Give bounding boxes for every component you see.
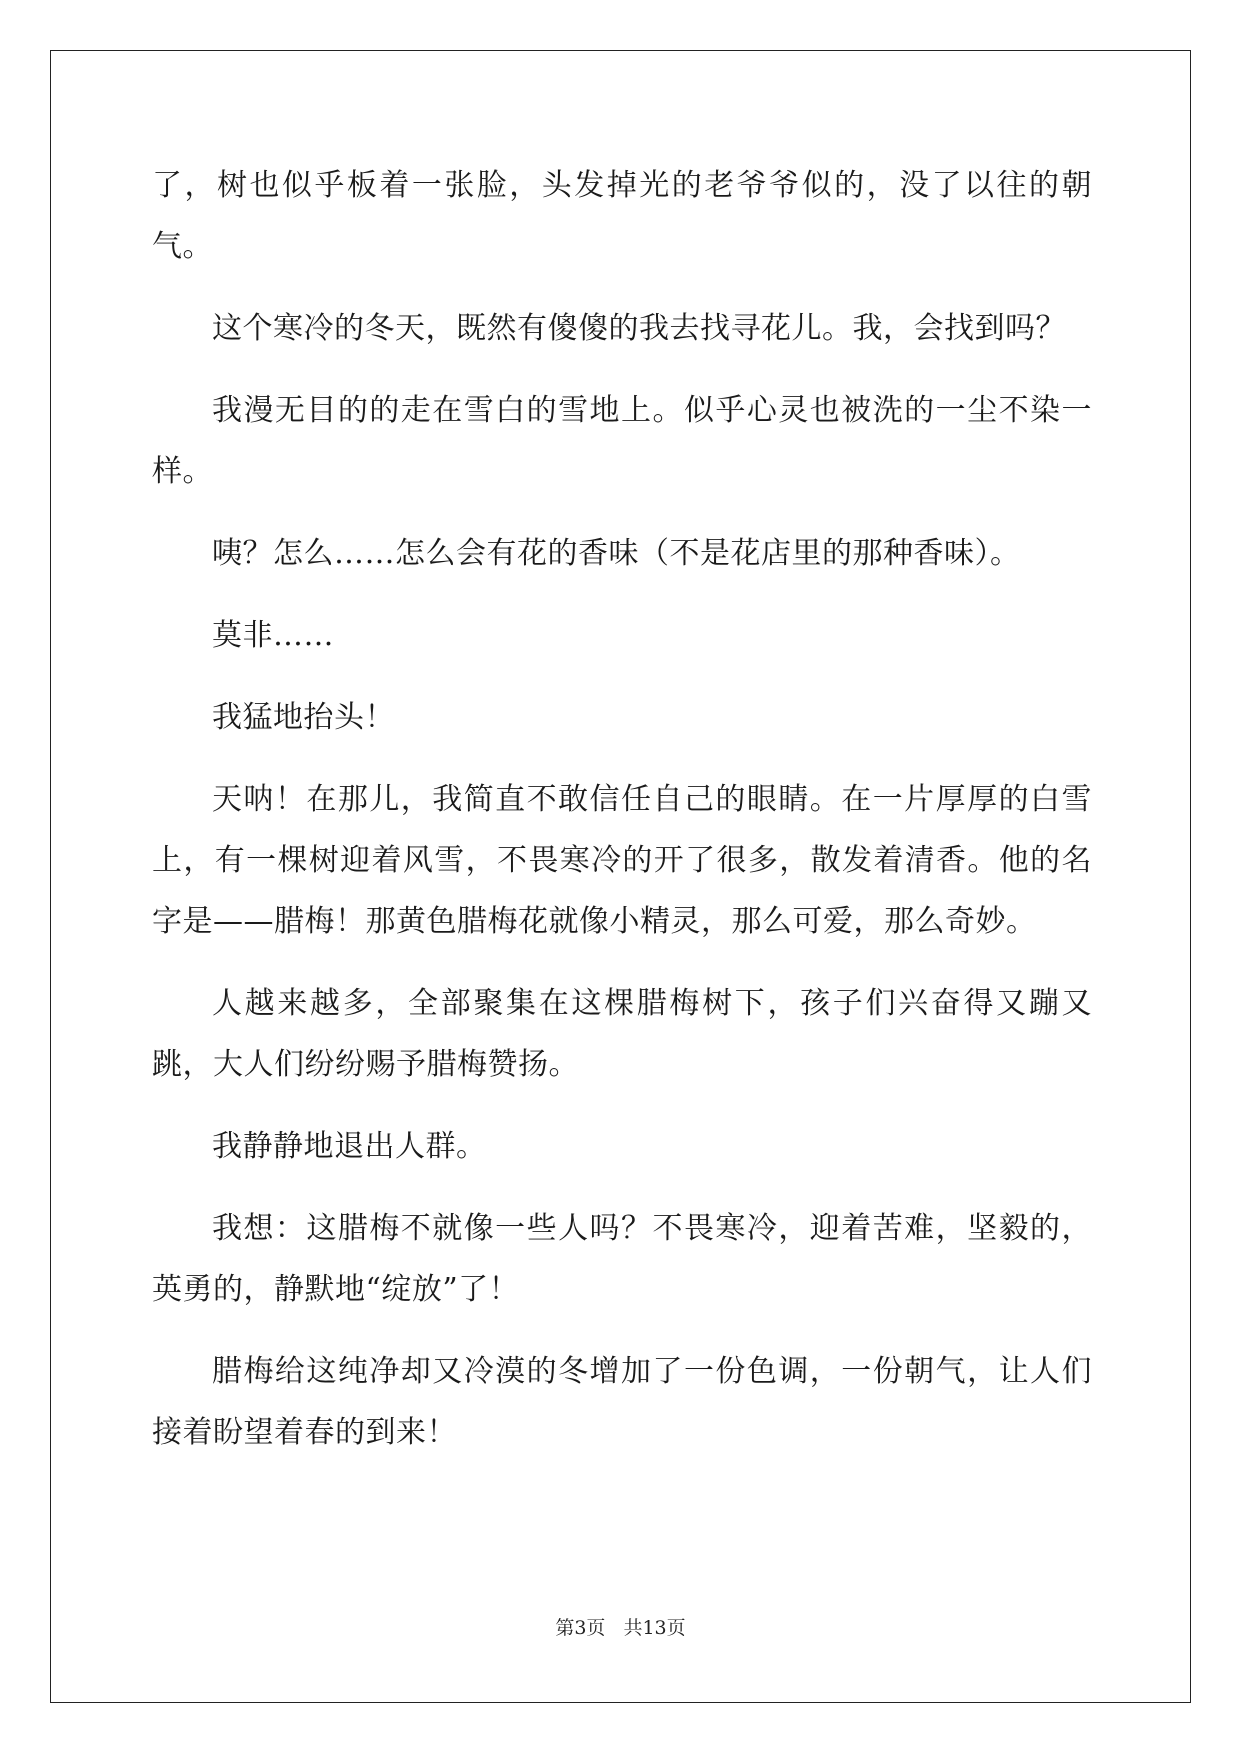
paragraph-10: 我想：这腊梅不就像一些人吗？不畏寒冷，迎着苦难，坚毅的，英勇的，静默地“绽放”了！ [152, 1211, 1092, 1307]
paragraph-6: 我猛地抬头！ [212, 700, 395, 735]
paragraph-3: 我漫无目的的走在雪白的雪地上。似乎心灵也被洗的一尘不染一样。 [152, 393, 1092, 489]
page-total: 共13页 [623, 1617, 686, 1639]
paragraph-5: 莫非…… [212, 618, 334, 653]
paragraph-9: 我静静地退出人群。 [212, 1129, 487, 1164]
page-footer [0, 1616, 1241, 1640]
paragraph-7: 天呐！在那儿，我简直不敢信任自己的眼睛。在一片厚厚的白雪上，有一棵树迎着风雪，不畏寒冷的开了很多，散发着清香。他的名字是——腊梅！那黄色腊梅花就像小精灵，那么可爱，那么奇妙。 [152, 782, 1092, 939]
paragraph-11: 腊梅给这纯净却又冷漠的冬增加了一份色调，一份朝气，让人们接着盼望着春的到来！ [152, 1354, 1092, 1450]
paragraph-8: 人越来越多，全部聚集在这棵腊梅树下，孩子们兴奋得又蹦又跳，大人们纷纷赐予腊梅赞扬。 [152, 986, 1092, 1082]
paragraph-4: 咦？怎么……怎么会有花的香味（不是花店里的那种香味）。 [212, 536, 1021, 571]
paragraph-1: 了，树也似乎板着一张脸，头发掉光的老爷爷似的，没了以往的朝气。 [152, 168, 1092, 264]
document-body [152, 155, 1092, 1484]
paragraph-2: 这个寒冷的冬天，既然有傻傻的我去找寻花儿。我，会找到吗？ [212, 311, 1066, 346]
page-number: 第3页 [555, 1617, 606, 1639]
